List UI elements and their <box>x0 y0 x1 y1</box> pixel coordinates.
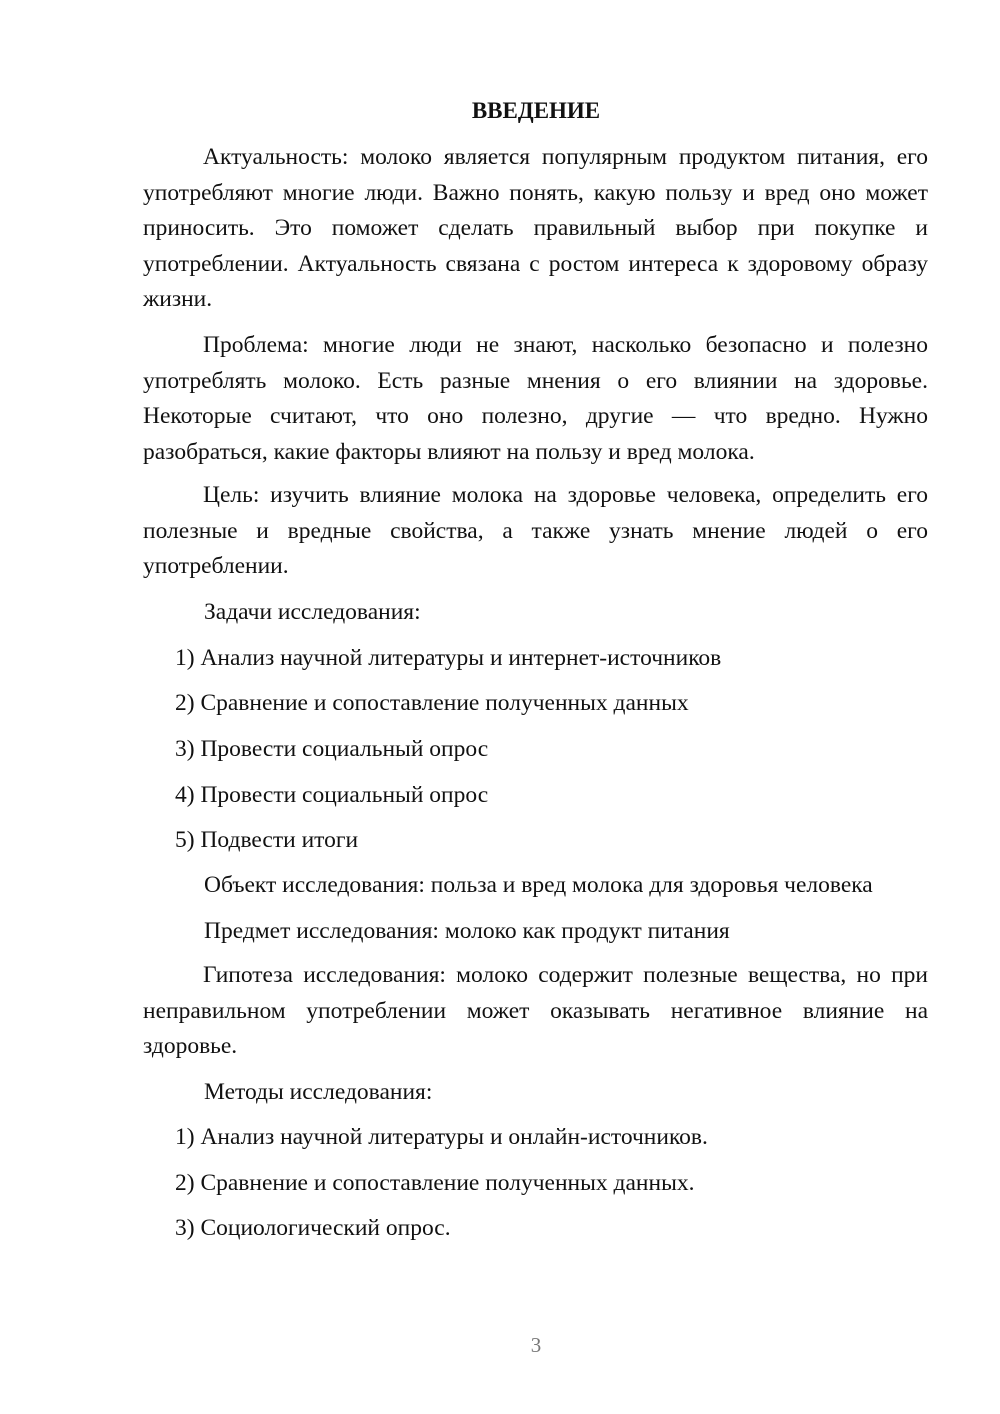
methods-title: Методы исследования: <box>204 1079 433 1105</box>
goal-block <box>143 478 928 585</box>
object-line: Объект исследования: польза и вред молока для здоровья человека <box>204 872 873 898</box>
tasks-title: Задачи исследования: <box>204 599 421 625</box>
hypothesis-paragraph: Гипотеза исследования: молоко содержит полезные вещества, но при неправильном употреблении может оказывать негативное влияние на здоровье. <box>143 962 928 1059</box>
page-number: 3 <box>530 1333 542 1357</box>
task-item: 4) Провести социальный опрос <box>175 782 489 808</box>
subject-line: Предмет исследования: молоко как продукт питания <box>204 918 730 944</box>
method-item: 2) Сравнение и сопоставление полученных данных. <box>175 1170 695 1196</box>
method-item: 1) Анализ научной литературы и онлайн-источников. <box>175 1124 708 1150</box>
task-item: 5) Подвести итоги <box>175 827 359 853</box>
task-item: 3) Провести социальный опрос <box>175 736 489 762</box>
relevance-block <box>143 140 928 318</box>
problem-block <box>143 328 928 470</box>
task-item: 2) Сравнение и сопоставление полученных данных <box>175 690 689 716</box>
task-item: 1) Анализ научной литературы и интернет-источников <box>175 645 722 671</box>
method-item: 3) Социологический опрос. <box>175 1215 451 1241</box>
problem-paragraph: Проблема: многие люди не знают, насколько безопасно и полезно употреблять молоко. Есть разные мнения о его влиянии на здоровье. Некоторые считают, что оно полезно, другие — что вредно. Нужно разобраться, какие факторы влияют на пользу и вред молока. <box>143 332 928 465</box>
goal-paragraph: Цель: изучить влияние молока на здоровье человека, определить его полезные и вредные свойства, а также узнать мнение людей о его употреблении. <box>143 482 928 579</box>
hypothesis-block <box>143 958 928 1065</box>
section-heading: ВВЕДЕНИЕ <box>471 98 601 123</box>
relevance-paragraph: Актуальность: молоко является популярным продуктом питания, его употребляют многие люди. Важно понять, какую пользу и вред оно может приносить. Это поможет сделать правильный выбор при покупке и употреблении. Актуальность связана с ростом интереса к здоровому образу жизни. <box>143 144 928 312</box>
